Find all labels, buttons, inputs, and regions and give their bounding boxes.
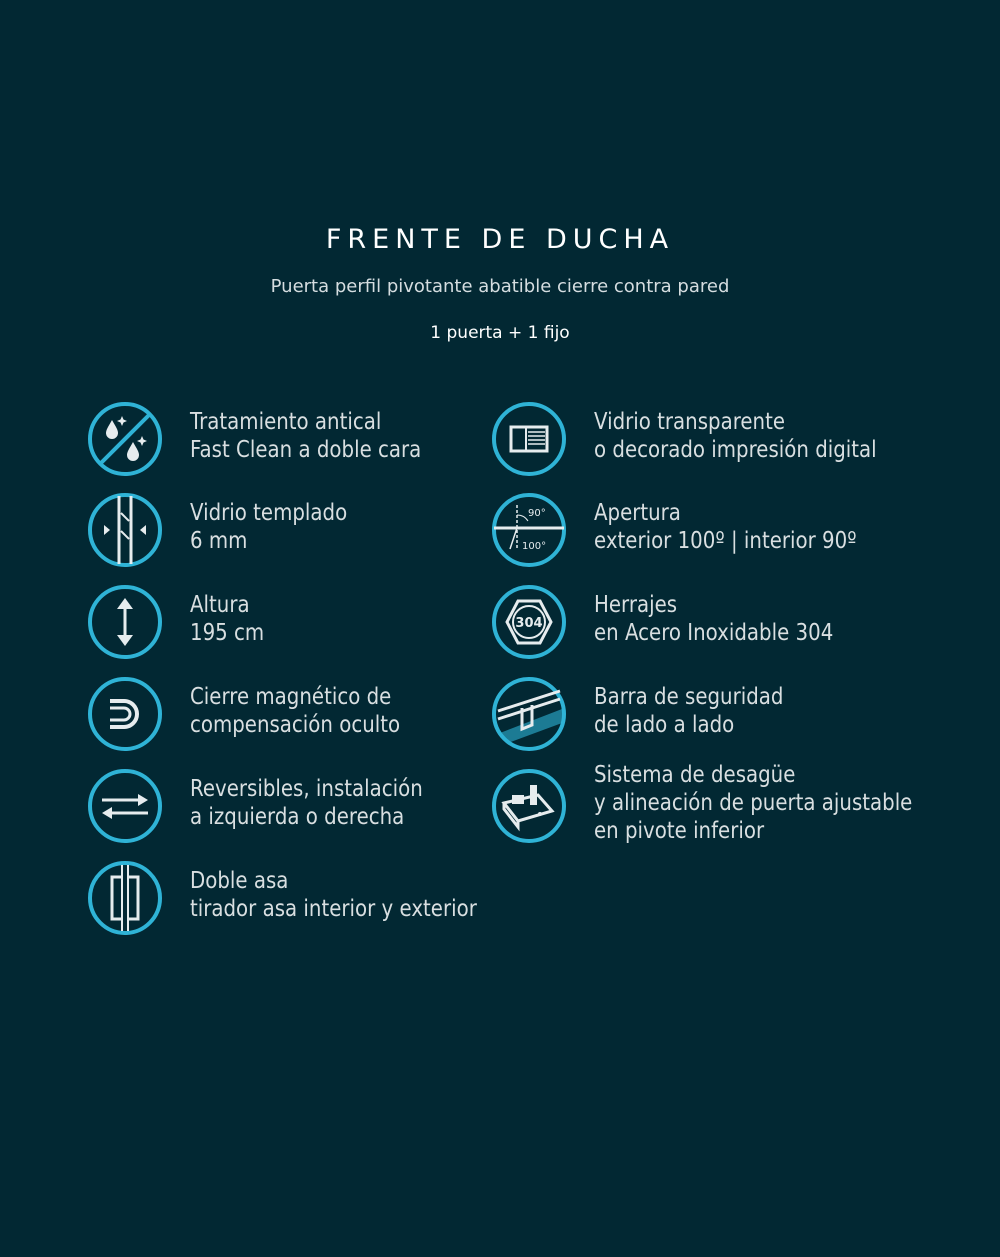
feature-opening <box>490 491 950 571</box>
feature-line: Herrajes <box>594 592 678 618</box>
configuration-label: 1 puerta + 1 fijo <box>430 323 570 343</box>
feature-line: Apertura <box>594 500 681 526</box>
feature-text <box>190 499 347 555</box>
feature-adjustable-pivot <box>490 762 950 847</box>
safety-bar-icon <box>490 675 568 753</box>
reversible-arrows-icon <box>86 767 164 845</box>
feature-text <box>594 683 783 739</box>
anti-limescale-icon <box>86 400 164 478</box>
feature-text <box>190 867 477 923</box>
feature-magnetic-closure <box>86 675 486 755</box>
feature-line: de lado a lado <box>594 712 735 738</box>
feature-tempered-glass <box>86 491 486 571</box>
feature-line: Reversibles, instalación <box>190 776 423 802</box>
feature-double-handle <box>86 859 506 939</box>
feature-line: 195 cm <box>190 620 265 646</box>
feature-line: Cierre magnético de <box>190 684 392 710</box>
feature-line: tirador asa interior y exterior <box>190 896 477 922</box>
feature-reversible <box>86 767 486 847</box>
feature-line: Vidrio templado <box>190 500 348 526</box>
feature-line: Doble asa <box>190 868 289 894</box>
feature-line: Tratamiento antical <box>190 409 382 435</box>
feature-line: 6 mm <box>190 528 248 554</box>
page-subtitle: Puerta perfil pivotante abatible cierre contra pared <box>270 276 730 297</box>
opening-100-label: 100° <box>522 541 547 552</box>
feature-height <box>86 583 486 663</box>
feature-text <box>190 775 423 831</box>
opening-90-label: 90° <box>528 508 546 519</box>
feature-line: Fast Clean a doble cara <box>190 437 422 463</box>
feature-line: Vidrio transparente <box>594 409 786 435</box>
feature-line: y alineación de puerta ajustable <box>594 790 913 816</box>
opening-angle-icon <box>490 491 568 569</box>
feature-line: Altura <box>190 592 250 618</box>
feature-text <box>190 408 421 464</box>
page-title: FRENTE DE DUCHA <box>325 224 675 255</box>
feature-text <box>594 408 877 464</box>
feature-line: a izquierda o derecha <box>190 804 405 830</box>
steel-grade-label: 304 <box>515 616 543 631</box>
glass-panel-icon <box>490 400 568 478</box>
feature-line: Barra de seguridad <box>594 684 784 710</box>
magnet-icon <box>86 675 164 753</box>
feature-safety-bar <box>490 675 950 755</box>
feature-line: exterior 100º | interior 90º <box>594 528 857 554</box>
adjustable-pivot-icon <box>490 767 568 845</box>
stainless-304-icon <box>490 583 568 661</box>
feature-text <box>594 761 912 845</box>
feature-text <box>190 591 264 647</box>
feature-text <box>190 683 400 739</box>
tempered-glass-icon <box>86 491 164 569</box>
feature-line: compensación oculto <box>190 712 401 738</box>
feature-text <box>594 591 833 647</box>
double-handle-icon <box>86 859 164 937</box>
feature-line: Sistema de desagüe <box>594 762 796 788</box>
feature-anti-limescale <box>86 400 486 480</box>
height-arrow-icon <box>86 583 164 661</box>
feature-line: o decorado impresión digital <box>594 437 877 463</box>
feature-line: en Acero Inoxidable 304 <box>594 620 834 646</box>
feature-glass-panel <box>490 400 950 480</box>
feature-stainless-steel <box>490 583 950 663</box>
feature-text <box>594 499 857 555</box>
feature-line: en pivote inferior <box>594 818 765 844</box>
